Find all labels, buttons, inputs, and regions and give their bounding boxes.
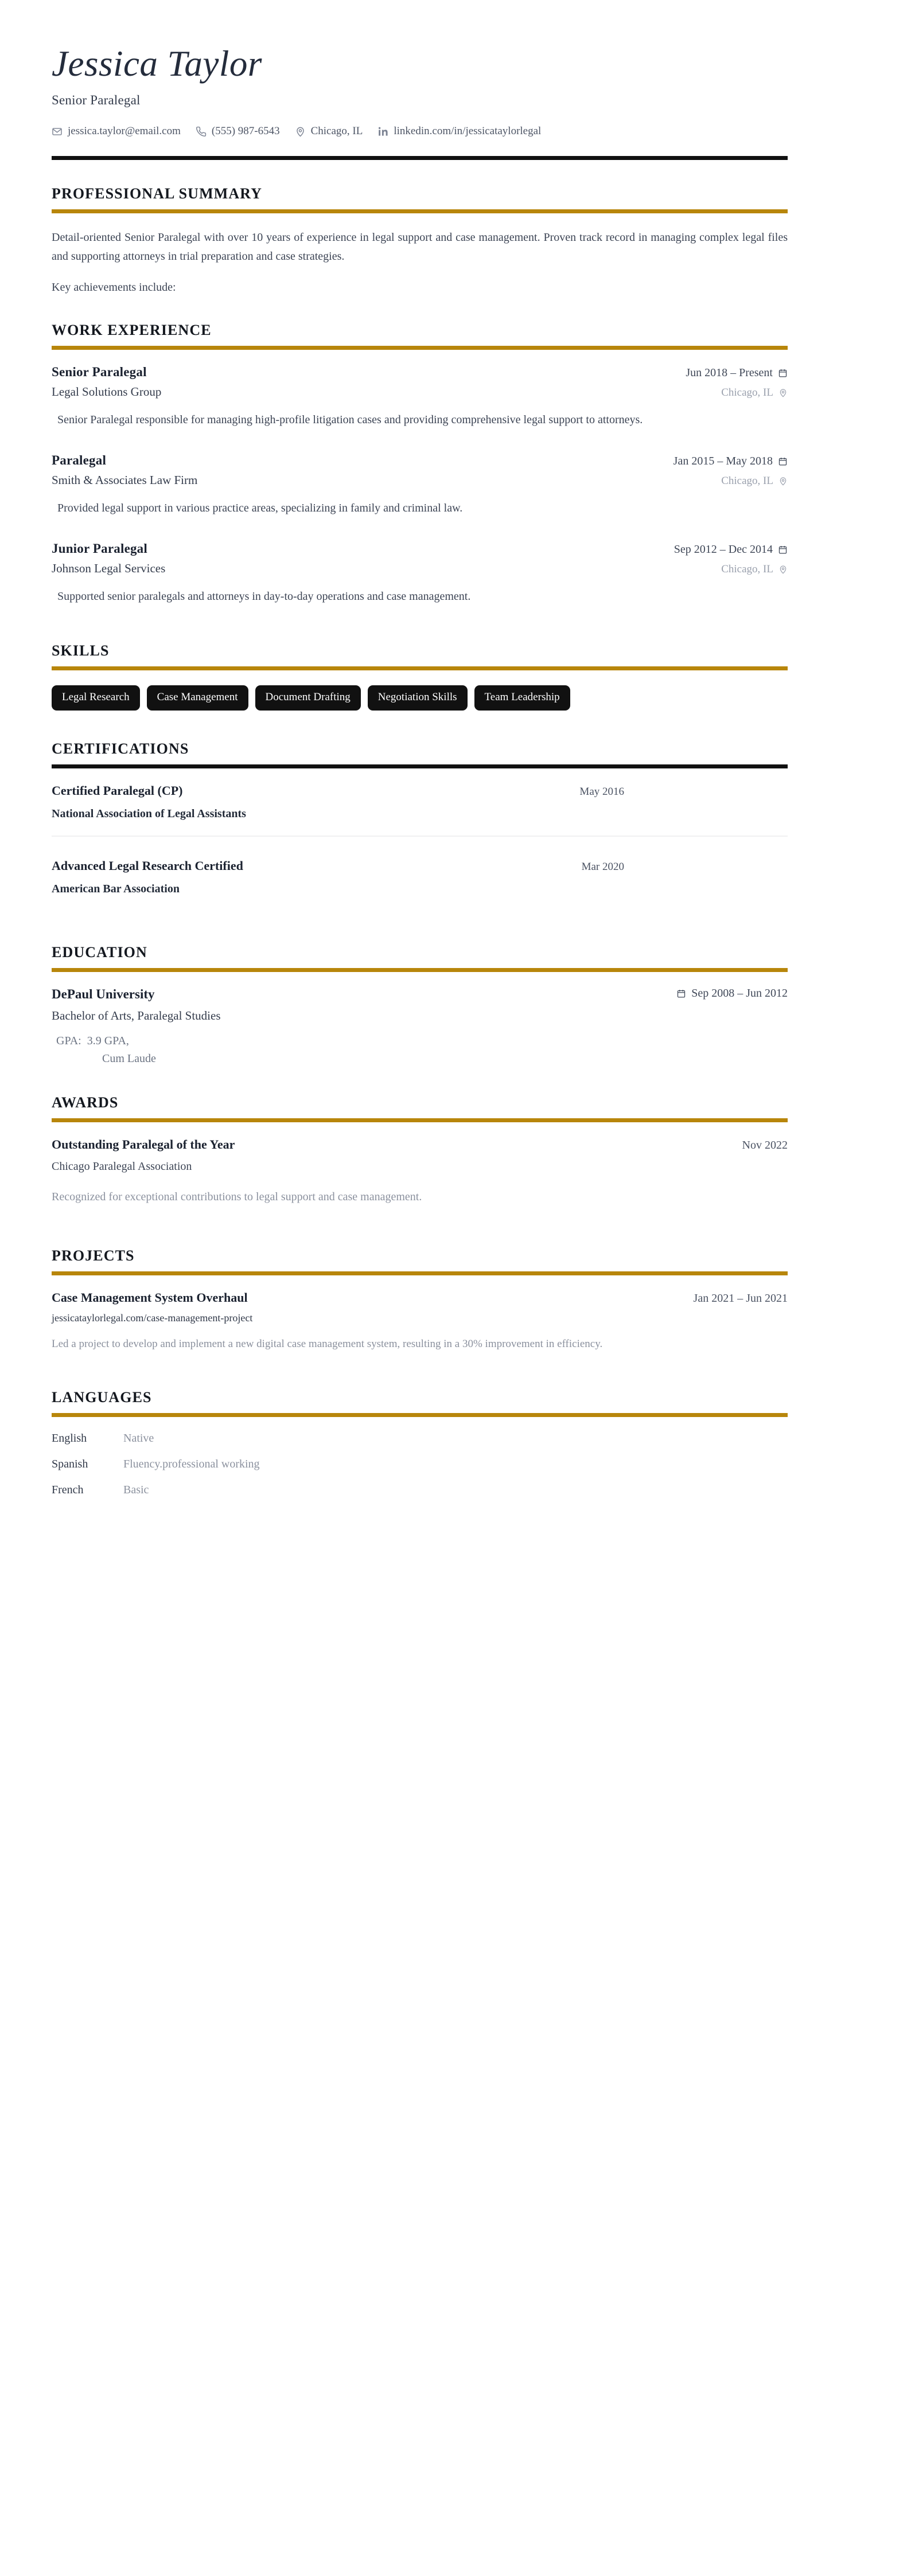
section-title-summary: PROFESSIONAL SUMMARY (52, 185, 263, 202)
skill-chip[interactable]: Team Leadership (474, 685, 570, 711)
contact-phone-text: (555) 987-6543 (211, 125, 280, 138)
project-description: Led a project to develop and implement a new digital case management system, resulting in a 30% improvement in efficiency. (52, 1338, 603, 1351)
experience-date (674, 543, 788, 556)
map-pin-icon (295, 126, 306, 137)
experience-company: Legal Solutions Group (52, 385, 162, 399)
section-title-projects: PROJECTS (52, 1247, 135, 1264)
calendar-icon (778, 456, 788, 466)
map-pin-icon (778, 477, 788, 486)
language-level: Basic (123, 1483, 149, 1496)
section-awards (52, 1094, 788, 1206)
education-degree: Bachelor of Arts, Paralegal Studies (52, 1009, 221, 1023)
section-title-languages: LANGUAGES (52, 1388, 152, 1406)
experience-subheader (52, 473, 788, 487)
calendar-icon (778, 545, 788, 555)
experience-description: Supported senior paralegals and attorneys in day-to-day operations and case management. (57, 590, 471, 603)
education-gpa (52, 1032, 788, 1068)
summary-paragraph: Detail-oriented Senior Paralegal with over 10 years of experience in legal support and case management. Proven track record in managing complex legal files and supporting attorneys in trial preparation and case strategies. (52, 231, 788, 263)
project-title: Case Management System Overhaul (52, 1290, 248, 1305)
education-item (52, 987, 788, 1068)
contact-linkedin[interactable] (377, 125, 541, 138)
section-title-skills: SKILLS (52, 642, 110, 659)
section-divider-experience (52, 346, 788, 350)
experience-location-text: Chicago, IL (721, 563, 773, 576)
project-item (52, 1290, 788, 1353)
section-projects (52, 1247, 788, 1353)
experience-location-text: Chicago, IL (721, 387, 773, 399)
experience-location (721, 475, 788, 487)
award-date: Nov 2022 (742, 1139, 788, 1152)
skill-chip[interactable]: Document Drafting (255, 685, 361, 711)
certification-issuer: National Association of Legal Assistants (52, 807, 246, 821)
candidate-name: Jessica Taylor (52, 44, 262, 84)
contact-row (52, 125, 788, 138)
experience-item (52, 365, 788, 429)
experience-date-text: Jan 2015 – May 2018 (673, 455, 773, 468)
section-divider-awards (52, 1118, 788, 1122)
candidate-headline: Senior Paralegal (52, 93, 141, 108)
section-title-certifications: CERTIFICATIONS (52, 740, 189, 758)
experience-item (52, 453, 788, 517)
experience-date-text: Jun 2018 – Present (686, 366, 773, 380)
section-divider-projects (52, 1271, 788, 1275)
experience-title: Junior Paralegal (52, 541, 147, 556)
experience-title: Paralegal (52, 453, 107, 468)
award-header (52, 1137, 788, 1152)
section-title-awards: AWARDS (52, 1094, 119, 1111)
section-divider-languages (52, 1413, 788, 1417)
education-honors: Cum Laude (102, 1052, 156, 1065)
experience-location (721, 563, 788, 576)
certification-item (52, 783, 788, 836)
education-school: DePaul University (52, 987, 155, 1002)
award-title: Outstanding Paralegal of the Year (52, 1137, 235, 1152)
experience-date (686, 366, 788, 380)
map-pin-icon (778, 565, 788, 574)
experience-subheader (52, 561, 788, 576)
project-date: Jan 2021 – Jun 2021 (693, 1292, 788, 1305)
linkedin-icon (377, 126, 388, 137)
experience-date (673, 455, 788, 468)
section-divider-summary (52, 209, 788, 213)
language-name: English (52, 1431, 87, 1445)
skill-chip[interactable]: Negotiation Skills (368, 685, 468, 711)
envelope-icon (52, 126, 63, 137)
experience-title: Senior Paralegal (52, 365, 147, 380)
certification-name: Certified Paralegal (CP) (52, 783, 183, 798)
summary-achievements-label: Key achievements include: (52, 280, 176, 294)
header-divider (52, 156, 788, 160)
contact-email-text: jessica.taylor@email.com (68, 125, 181, 138)
language-item (52, 1432, 788, 1445)
contact-location (295, 125, 363, 138)
section-divider-certifications (52, 764, 788, 768)
map-pin-icon (778, 388, 788, 397)
experience-company: Johnson Legal Services (52, 561, 166, 576)
section-work-experience (52, 322, 788, 606)
experience-company: Smith & Associates Law Firm (52, 473, 198, 487)
experience-location-text: Chicago, IL (721, 475, 773, 487)
section-divider-skills (52, 666, 788, 670)
experience-header (52, 541, 788, 556)
language-level: Fluency.professional working (123, 1457, 260, 1470)
experience-date-text: Sep 2012 – Dec 2014 (673, 543, 773, 556)
section-title-education: EDUCATION (52, 944, 147, 961)
resume-header (52, 45, 788, 160)
language-name: Spanish (52, 1457, 88, 1470)
section-professional-summary (52, 185, 788, 296)
experience-location (721, 387, 788, 399)
skill-chip[interactable]: Case Management (147, 685, 248, 711)
skills-list (52, 685, 788, 711)
award-item (52, 1137, 788, 1206)
experience-subheader (52, 385, 788, 399)
project-url[interactable]: jessicataylorlegal.com/case-management-project (52, 1312, 253, 1324)
contact-phone[interactable] (196, 125, 280, 138)
section-languages (52, 1389, 788, 1497)
education-gpa-label: GPA: (56, 1035, 81, 1048)
skill-chip[interactable]: Legal Research (52, 685, 140, 711)
certification-name: Advanced Legal Research Certified (52, 858, 243, 873)
language-name: French (52, 1483, 84, 1496)
education-date (676, 987, 788, 1000)
award-organization: Chicago Paralegal Association (52, 1160, 192, 1173)
section-education (52, 944, 788, 1068)
certification-item (52, 836, 788, 911)
experience-header (52, 365, 788, 380)
experience-item (52, 541, 788, 606)
certification-header (52, 858, 788, 873)
phone-icon (196, 126, 207, 137)
certification-issuer: American Bar Association (52, 883, 180, 896)
calendar-icon (676, 989, 686, 998)
certification-date: Mar 2020 (581, 861, 624, 873)
calendar-icon (778, 368, 788, 378)
project-header (52, 1290, 788, 1305)
language-item (52, 1484, 788, 1497)
section-skills (52, 642, 788, 711)
certification-header (52, 783, 788, 798)
experience-header (52, 453, 788, 468)
language-item (52, 1458, 788, 1471)
award-description: Recognized for exceptional contributions to legal support and case management. (52, 1191, 422, 1204)
section-title-experience: WORK EXPERIENCE (52, 322, 212, 339)
language-level: Native (123, 1431, 154, 1445)
education-date-text: Sep 2008 – Jun 2012 (691, 987, 788, 1000)
experience-description: Provided legal support in various practice areas, specializing in family and criminal law. (57, 502, 463, 515)
education-header (52, 987, 788, 1002)
contact-location-text: Chicago, IL (310, 125, 363, 138)
section-divider-education (52, 968, 788, 972)
education-gpa-value: 3.9 GPA, (87, 1035, 129, 1048)
section-certifications (52, 740, 788, 911)
experience-description: Senior Paralegal responsible for managing high-profile litigation cases and providing comprehensive legal support to attorneys. (57, 413, 643, 427)
contact-linkedin-text: linkedin.com/in/jessicataylorlegal (394, 125, 542, 138)
certification-date: May 2016 (579, 786, 624, 798)
contact-email[interactable] (52, 125, 181, 138)
